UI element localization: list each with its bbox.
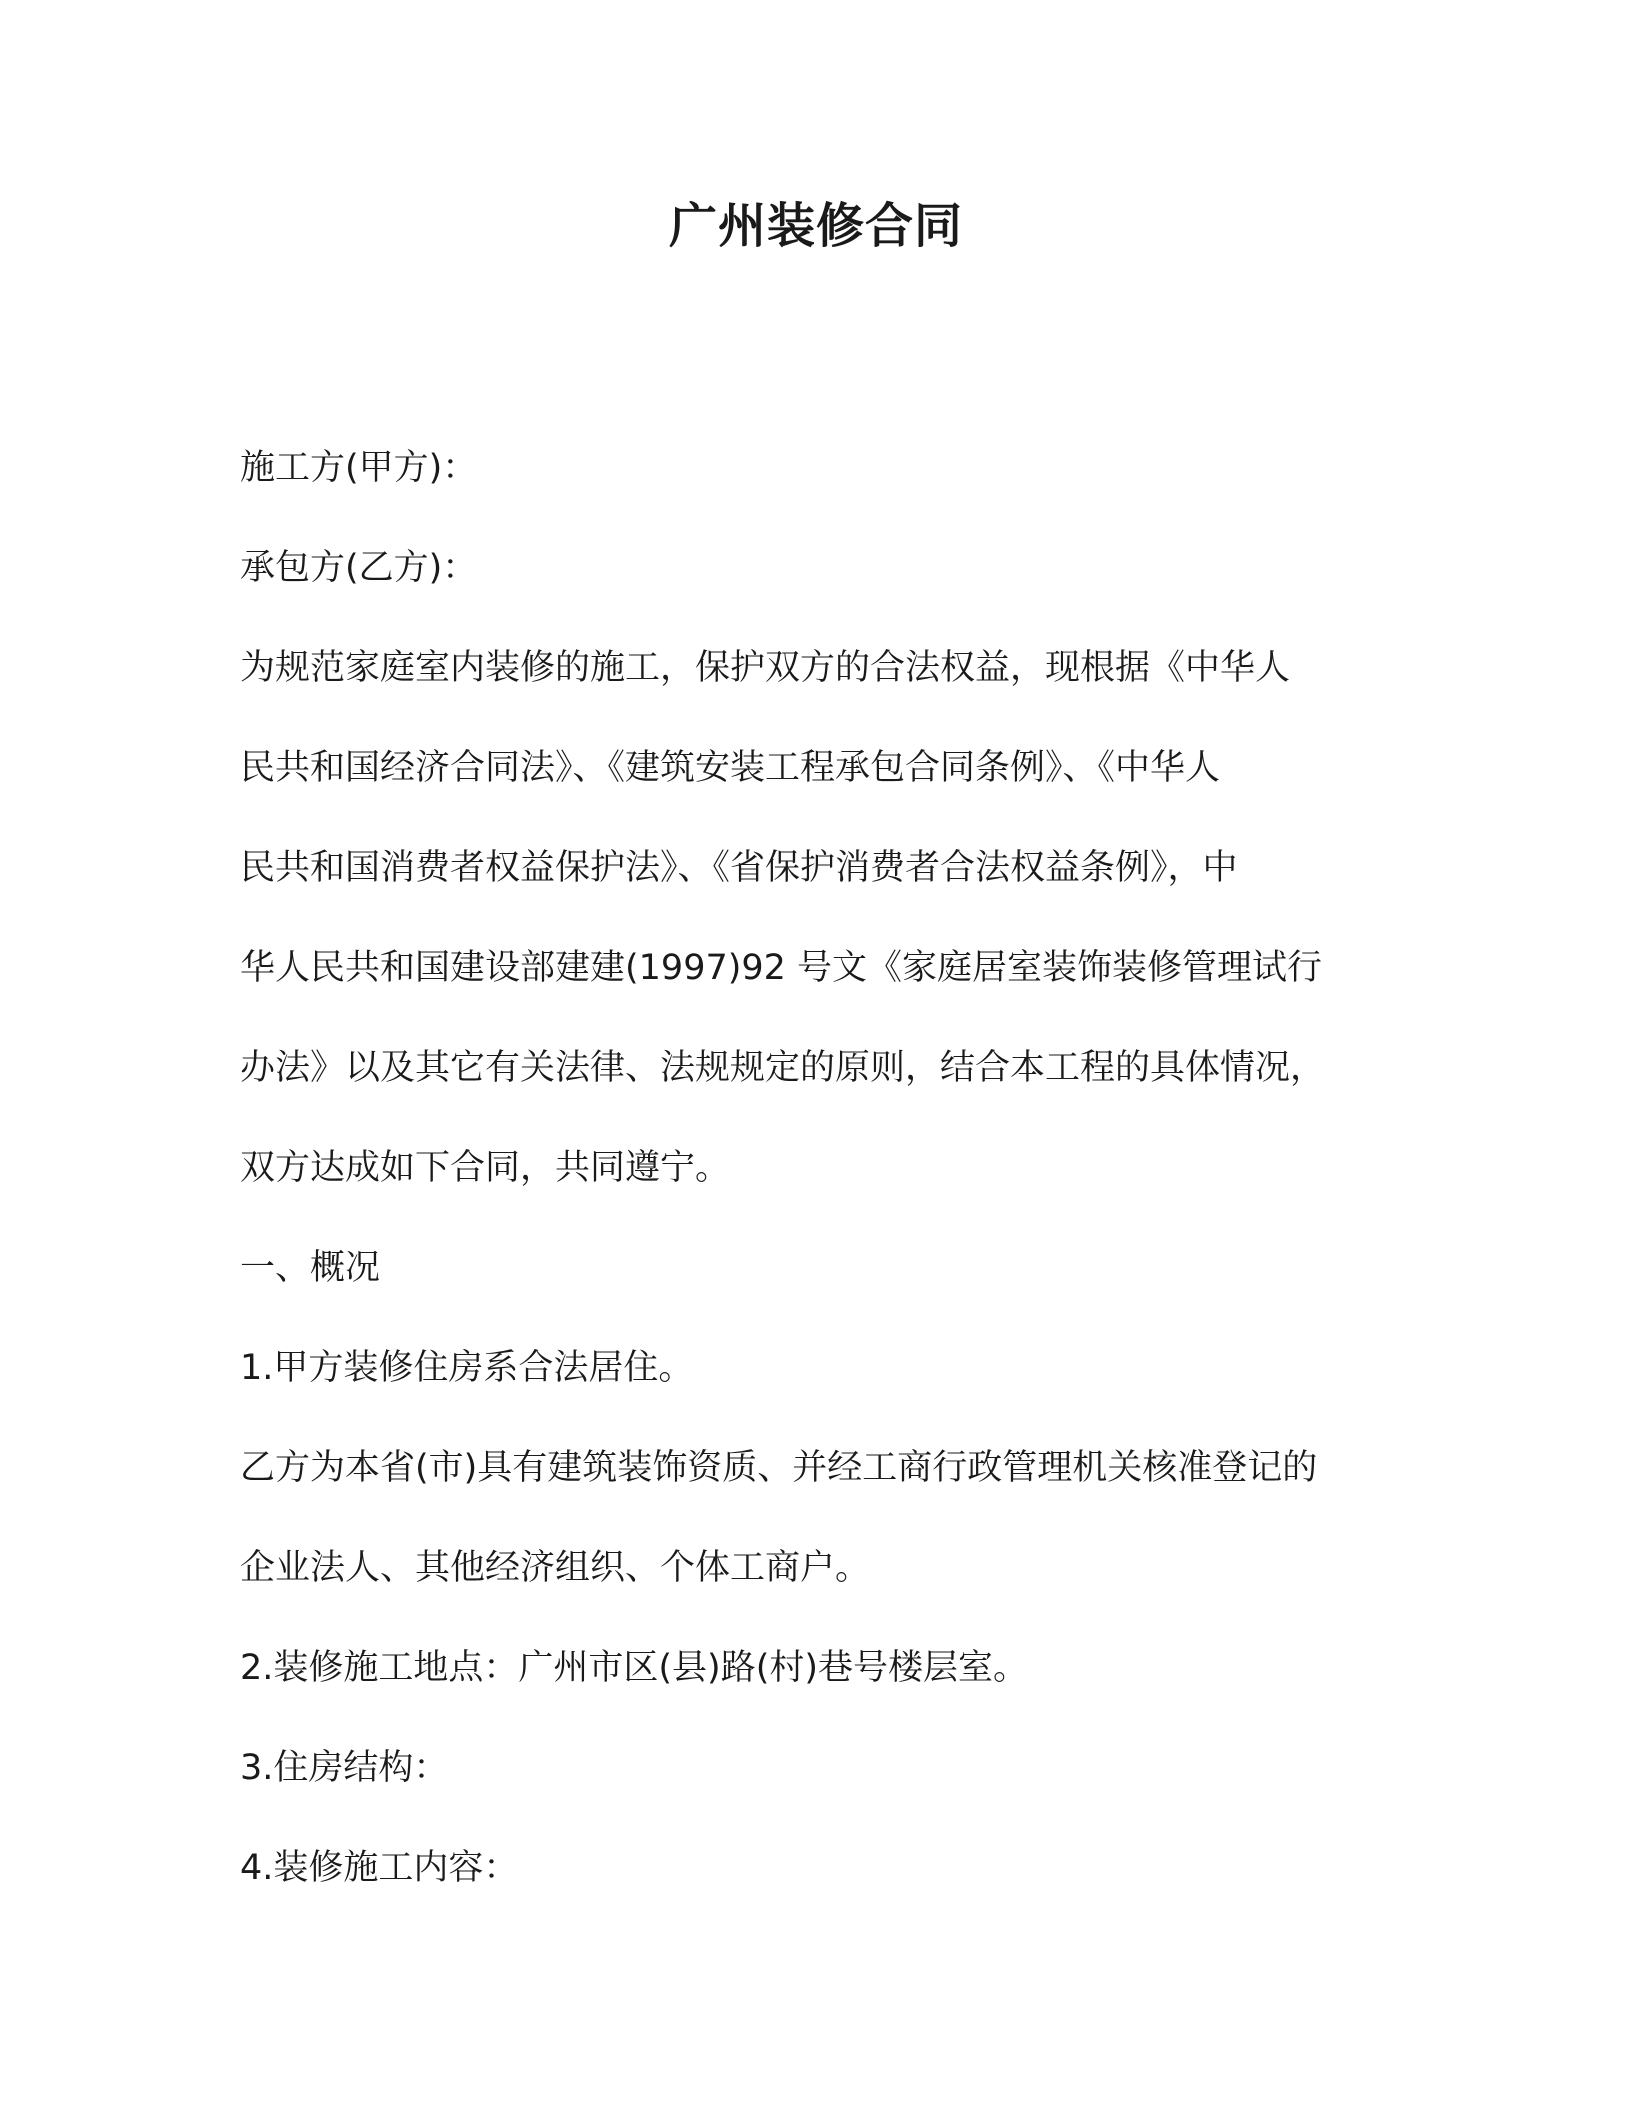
- document-title: 广州装修合同: [668, 198, 963, 254]
- clause-3-structure: 3.住房结构：: [240, 1748, 449, 1788]
- clause-4-content: 4.装修施工内容：: [240, 1848, 519, 1888]
- clause-1-party-b-line-1: 乙方为本省(市)具有建筑装饰资质、并经工商行政管理机关核准登记的: [240, 1448, 1318, 1488]
- preamble-line-2: 民共和国经济合同法》、《建筑安装工程承包合同条例》、《中华人: [240, 748, 1221, 788]
- document-body: [240, 418, 1380, 1918]
- clause-1: 1.甲方装修住房系合法居住。: [240, 1348, 694, 1388]
- clause-2-location: 2.装修施工地点：广州市区(县)路(村)巷号楼层室。: [240, 1648, 1029, 1688]
- party-b-line: 承包方(乙方)：: [240, 548, 478, 588]
- party-a-line: 施工方(甲方)：: [240, 448, 478, 488]
- preamble-line-5: 办法》以及其它有关法律、法规规定的原则，结合本工程的具体情况，: [240, 1048, 1326, 1088]
- section-heading-overview: 一、概况: [240, 1248, 381, 1288]
- preamble-line-4: 华人民共和国建设部建建(1997)92 号文《家庭居室装饰装修管理试行: [240, 948, 1323, 988]
- preamble-line-1: 为规范家庭室内装修的施工，保护双方的合法权益，现根据《中华人: [240, 648, 1291, 688]
- clause-1-party-b-line-2: 企业法人、其他经济组织、个体工商户。: [240, 1548, 871, 1588]
- preamble-line-6: 双方达成如下合同，共同遵宁。: [240, 1148, 731, 1188]
- preamble-line-3: 民共和国消费者权益保护法》、《省保护消费者合法权益条例》，中: [240, 848, 1238, 888]
